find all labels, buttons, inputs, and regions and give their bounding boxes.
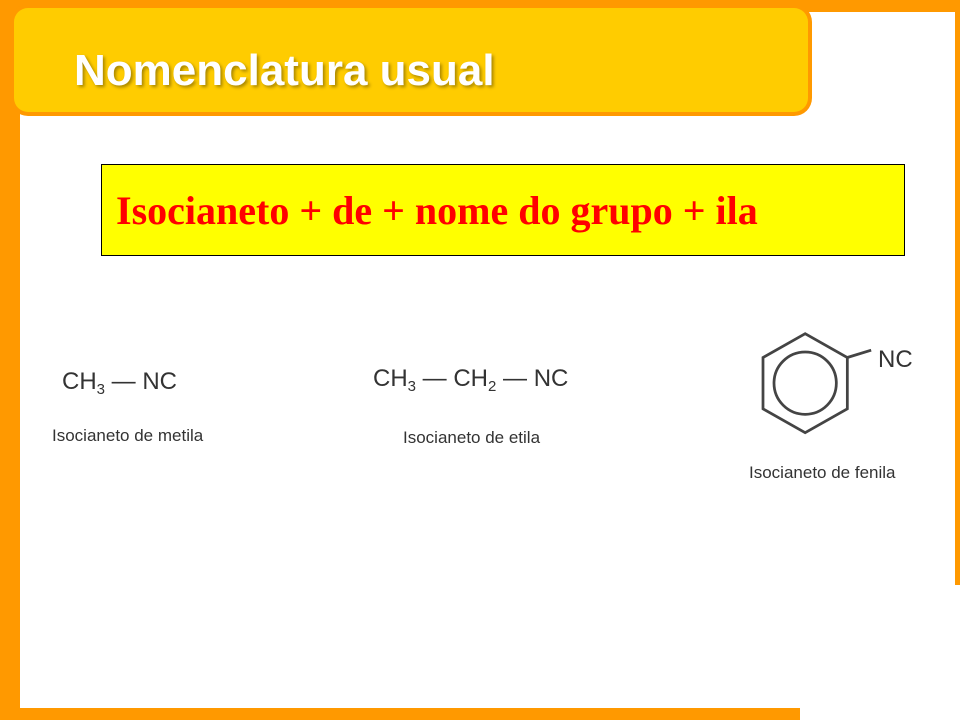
structure-subscript: 3 xyxy=(96,381,106,398)
naming-rule-text: Isocianeto + de + nome do grupo + ila xyxy=(116,188,758,233)
caption-methyl: Isocianeto de metila xyxy=(52,426,204,445)
structure-subscript: 2 xyxy=(488,378,497,395)
substituent-nc: NC xyxy=(878,346,913,373)
title-bar xyxy=(14,8,808,112)
example-methyl xyxy=(52,368,204,445)
frame-left-border xyxy=(0,0,20,720)
naming-rule-box xyxy=(101,164,905,256)
frame-right-border xyxy=(955,0,960,585)
structure-part: — NC xyxy=(105,368,178,395)
corner-patch xyxy=(800,585,960,720)
caption-ethyl: Isocianeto de etila xyxy=(403,428,541,447)
structure-part: — CH xyxy=(416,365,489,392)
structure-subscript: 3 xyxy=(407,378,417,395)
structure-part: CH xyxy=(62,368,97,395)
page-title: Nomenclatura usual xyxy=(74,46,495,95)
caption-phenyl: Isocianeto de fenila xyxy=(749,463,896,482)
structure-part: CH xyxy=(373,365,408,392)
structure-ethyl xyxy=(373,365,568,393)
example-ethyl xyxy=(373,365,569,447)
structure-methyl xyxy=(62,368,177,396)
structure-part: — NC xyxy=(496,365,569,392)
